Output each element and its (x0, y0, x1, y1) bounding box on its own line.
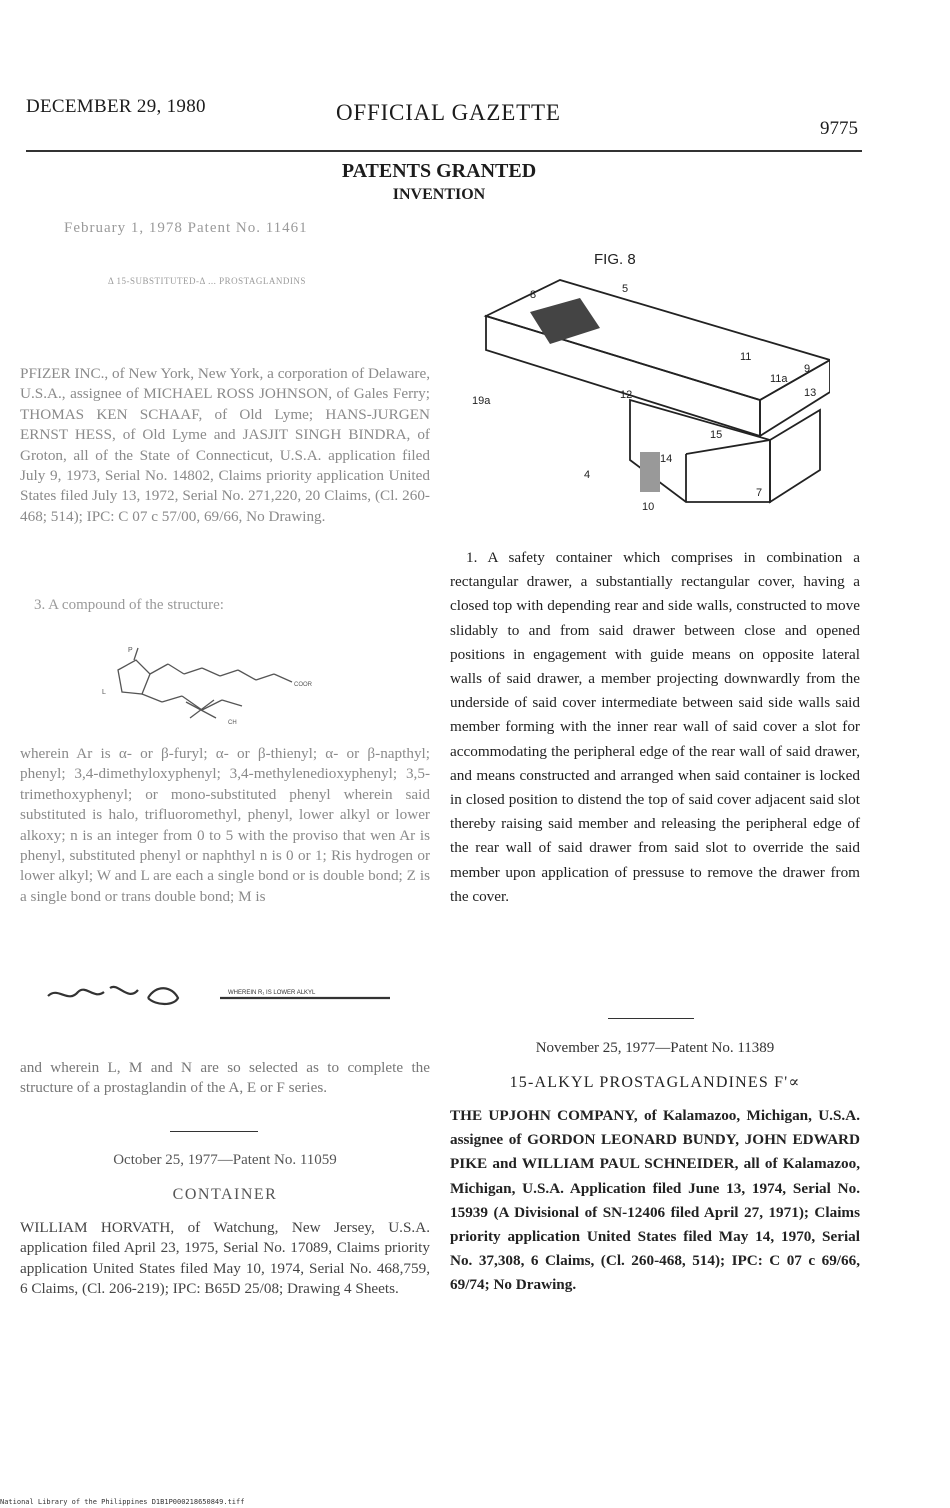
patent2-title: CONTAINER (172, 1186, 278, 1203)
header-rule (26, 150, 862, 152)
svg-text:L: L (102, 689, 106, 696)
gazette-date: DECEMBER 29, 1980 (26, 96, 206, 117)
patent1-heading: Δ 15-SUBSTITUTED-Δ ... PROSTAGLANDINS (108, 276, 306, 286)
separator-rule (608, 1018, 694, 1019)
page-number: 9775 (820, 118, 858, 139)
figure-ref: 8 (530, 289, 537, 301)
chemical-structure-figure (98, 640, 318, 726)
figure-ref: 9 (804, 363, 811, 375)
container-drawing-figure (470, 240, 830, 530)
figure-ref: 7 (756, 487, 763, 499)
figure-ref: 10 (642, 501, 655, 513)
figure-ref: 5 (622, 283, 629, 295)
figure-ref: 13 (804, 387, 817, 399)
svg-text:CH: CH (228, 720, 237, 726)
scan-footer: National Library of the Philippines D1B1P000218650849.tiff (0, 1498, 245, 1506)
section-title: PATENTS GRANTED (341, 160, 537, 182)
figure-label: FIG. 8 (594, 251, 636, 268)
patent1-dateline: February 1, 1978 Patent No. 11461 (64, 220, 308, 236)
figure-ref: 15 (710, 429, 723, 441)
figure-ref: 11a (770, 373, 788, 385)
svg-text:P: P (128, 647, 133, 654)
figure-ref: 11 (740, 351, 752, 363)
figure-ref: 12 (620, 389, 633, 401)
patent1-claim-text: wherein Ar is α- or β-furyl; α- or β-thienyl; α- or β-napthyl; phenyl; 3,4-dimethyloxyphenyl; 3,4-methylenedioxyphenyl; 3,5-trimethoxyphenyl; or mono-substituted phenyl wherein said substituted is halo, trifluoromethyl, phenyl, lower alkyl or lower alkoxy; n is an integer from 0 to 5 with the proviso that wen Ar is phenyl, substituted phenyl or naphthyl n is 0 or 1; Ris hydrogen or lower alkyl; W and L are each a single bond or is double bond; Z is a single bond or trans double bond; M is (20, 745, 430, 905)
patent3-title: 15-ALKYL PROSTAGLANDINES F'∝ (509, 1074, 801, 1091)
patent1-body: PFIZER INC., of New York, New York, a corporation of Delaware, U.S.A., assignee of MICHAEL ROSS JOHNSON, of Gales Ferry; THOMAS KEN SCHAAF, of Old Lyme; HANS-JURGEN ERNST HESS, of Old Lyme and JASJIT SINGH BINDRA, of Groton, all of the State of Connecticut, U.S.A. application filed July 9, 1973, Serial No. 14802, Claims priority application United States filed July 13, 1972, Serial No. 271,220, 20 Claims, (Cl. 260-468; 514); IPC: C 07 c 57/00, 69/66, No Drawing. (20, 365, 430, 525)
figure-ref: 14 (660, 453, 673, 465)
patent2-body: WILLIAM HORVATH, of Watchung, New Jersey, U.S.A. application filed April 23, 1975, Serial No. 17089, Claims priority application United States filed May 10, 1974, Serial No. 468,759, 6 Claims, (Cl. 206-219); IPC: B65D 25/08; Drawing 4 Sheets. (20, 1219, 430, 1298)
figure-ref: 4 (584, 469, 591, 481)
substituent-structure-figure (44, 974, 394, 1014)
patent3-body: THE UPJOHN COMPANY, of Kalamazoo, Michigan, U.S.A. assignee of GORDON LEONARD BUNDY, JOHN EDWARD PIKE and WILLIAM PAUL SCHNEIDER, all of Kalamazoo, Michigan, U.S.A. Application filed June 13, 1974, Serial No. 15939 (A Divisional of SN-12406 filed April 27, 1971); Claims priority application United States filed May 14, 1970, Serial No. 37,308, 6 Claims, (Cl. 260-468, 514); IPC: C 07 c 69/66, 69/74; No Drawing. (450, 1107, 860, 1294)
patent2-dateline: October 25, 1977—Patent No. 11059 (113, 1152, 337, 1168)
patent3-dateline: November 25, 1977—Patent No. 11389 (535, 1040, 775, 1056)
separator-rule (170, 1131, 258, 1132)
patent1-claim-intro: 3. A compound of the structure: (34, 597, 224, 613)
svg-text:WHEREIN R₁ IS LOWER ALKYL: WHEREIN R₁ IS LOWER ALKYL (228, 990, 316, 996)
figure-ref: 19a (472, 395, 491, 407)
gazette-title: OFFICIAL GAZETTE (336, 100, 561, 125)
section-subtitle: INVENTION (392, 186, 486, 203)
container-claim-text: 1. A safety container which comprises in combination a rectangular drawer, a substantially rectangular cover, having a closed top with depending rear and side walls, constructed to move slidably to and from said drawer between close and opened positions in engagement with guide means on opposite lateral walls of said drawer, a member projecting downwardly from the underside of said cover intermediate between said side walls said member forming with the inner rear wall of said cover a slot for accommodating the peripheral edge of the rear wall of said drawer, and means constructed and arranged when said container is locked in closed position to distend the top of said cover adjacent said slot thereby raising said member and releasing the peripheral edge of the rear wall of said drawer from said slot to override the said member upon application of pressuse to remove the drawer from the cover. (450, 549, 860, 905)
svg-text:COOR: COOR (294, 682, 312, 688)
patent1-claim-tail: and wherein L, M and N are so selected as to complete the structure of a prostaglandin of the A, E or F series. (20, 1059, 430, 1097)
